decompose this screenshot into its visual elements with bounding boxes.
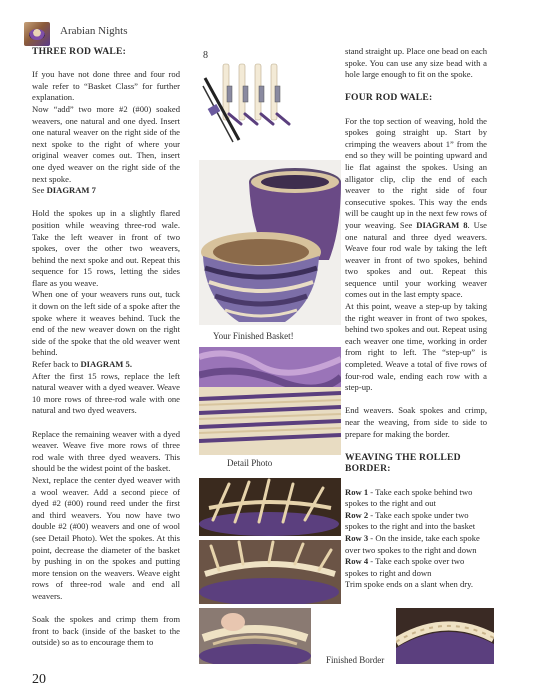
refer-prefix: Refer back to: [32, 359, 81, 370]
finished-basket-caption: Your Finished Basket!: [213, 331, 294, 341]
detail-photo-caption: Detail Photo: [227, 458, 273, 468]
see-prefix: See: [32, 185, 47, 196]
paragraph: Now “add” two more #2 (#00) soaked weavers, one natural and one dyed. Insert one natural weaver on the right side of the next spoke to the right of where your original weaver comes out. Then, insert one dyed weaver on the right side of the next spoke.: [32, 103, 180, 184]
diagram-7-link: DIAGRAM 7: [46, 185, 96, 196]
border-step-photo-3: [199, 608, 311, 664]
border-step-2-illustration: [199, 540, 341, 604]
rolled-border-rows: [345, 487, 487, 591]
paragraph: Hold the spokes up in a slightly flared position while weaving three-rod wale. Take the left weaver in front of two spokes, over the other two weavers, behind the next spoke and out. Repeat this sequence for 15 rows, letting the sides flare as you weave.: [32, 208, 180, 288]
finished-basket-photo: [199, 160, 341, 325]
paragraph: Next, replace the center dyed weaver with a wool weaver. Add a second piece of dyed #2 (#00) round reed under the first and third weavers. You now have two double #2 (#00) weavers and one of wool (see Detail Photo). Wet the spokes. At this point, decrease the diameter of the basket by pushing in on the spokes and putting more tension on the weavers. Weave eight rows of three-rod wale and end all weavers.: [32, 474, 180, 601]
finished-border-caption: Finished Border: [326, 655, 385, 665]
row-step: [345, 556, 487, 579]
row-text: - Take each spoke over two spokes to right and down: [345, 556, 465, 578]
diagram-number: 8: [203, 50, 208, 61]
trim-instruction: Trim spoke ends on a slant when dry.: [345, 579, 474, 590]
column-left: [32, 46, 180, 649]
diagram-reference: [32, 185, 180, 197]
detail-illustration: [199, 347, 341, 455]
border-step-photo-1: [199, 478, 341, 536]
border-step-3-illustration: [199, 608, 311, 664]
detail-photo: [199, 347, 341, 455]
paragraph-part: . Use one natural and three dyed weavers. Weave four rod wale by taking the left weaver in front of two spokes, behind two spokes and out. Repeat this sequence until your working weaver comes out in the last empty space.: [345, 219, 487, 300]
paragraph-part: For the top section of weaving, hold the spokes going straight up. Start by crimping the weavers about 1” from the end so they will be pointing upward and lie flat against the spokes. Using an alligator clip, clip the end of each weaver to the right side of four consecutive spokes. This way the ends will be caught up in the next few rows of your weaving. See: [345, 115, 487, 230]
rolled-border-heading: WEAVING THE ROLLED BORDER:: [345, 451, 461, 475]
basket-illustration: [199, 160, 341, 325]
three-rod-wale-heading: THREE ROD WALE:: [32, 46, 126, 57]
diagram-reference: [32, 359, 180, 371]
column-right: [345, 46, 487, 591]
finished-border-illustration: [396, 608, 494, 664]
diagram-8-illustration: [199, 50, 299, 146]
paragraph: After the first 15 rows, replace the left natural weaver with a dyed weaver. Weave 10 more rows of three-rod wale with one natural and two dyed weavers.: [32, 370, 180, 416]
row-label: Row 4: [345, 556, 369, 567]
header-title: Arabian Nights: [60, 25, 128, 37]
row-label: Row 1: [345, 486, 369, 497]
row-text: - Take each spoke under two spokes to the right and into the basket: [345, 509, 476, 532]
paragraph: Replace the remaining weaver with a dyed weaver. Weave five more rows of three rod wale with three dyed weavers. This should be the widest point of the basket.: [32, 428, 180, 474]
diagram-5-link: DIAGRAM 5.: [80, 359, 132, 370]
paragraph: If you have not done three and four rod wale refer to “Basket Class” for further explanation.: [32, 69, 180, 103]
four-rod-wale-heading: FOUR ROD WALE:: [345, 92, 433, 104]
border-step-1-illustration: [199, 478, 341, 536]
page-number: 20: [32, 672, 46, 687]
row-label: Row 3: [345, 532, 369, 543]
paragraph: [345, 116, 487, 302]
row-step: [345, 510, 487, 533]
row-text: - On the inside, take each spoke over two spokes to the right and down: [345, 532, 480, 555]
row-step: [345, 487, 487, 510]
basket-logo-icon: [24, 22, 50, 46]
row-label: Row 2: [345, 509, 369, 520]
paragraph: At this point, weave a step-up by taking the right weaver in front of two spokes, behind two spokes and out. Repeat using each weaver one time, working in order from right to left. The “step-up” is completed. Weave a total of five rows of four-rod wale, ending each row with a step-up.: [345, 301, 487, 393]
border-step-photo-2: [199, 540, 341, 604]
paragraph: When one of your weavers runs out, tuck it down on the left side of a spoke after the spoke where it weaves behind. Tuck the end of the new weaver down on the right side of the spoke that the old weaver went behind.: [32, 289, 180, 358]
paragraph: stand straight up. Place one bead on each spoke. You can use any size bead with a hole large enough to fit on the spoke.: [345, 46, 487, 80]
diagram-8-link: DIAGRAM 8: [416, 219, 468, 230]
row-text: - Take each spoke behind two spokes to the right and out: [345, 486, 473, 509]
paragraph: Soak the spokes and crimp them from front to back (inside of the basket to the outside) so as to encourage them to: [32, 614, 180, 648]
paragraph: End weavers. Soak spokes and crimp, near the weaving, from side to side to prepare for making the border.: [345, 405, 487, 439]
finished-border-photo: [396, 608, 494, 664]
diagram-8: [199, 50, 299, 146]
row-step: [345, 533, 487, 556]
